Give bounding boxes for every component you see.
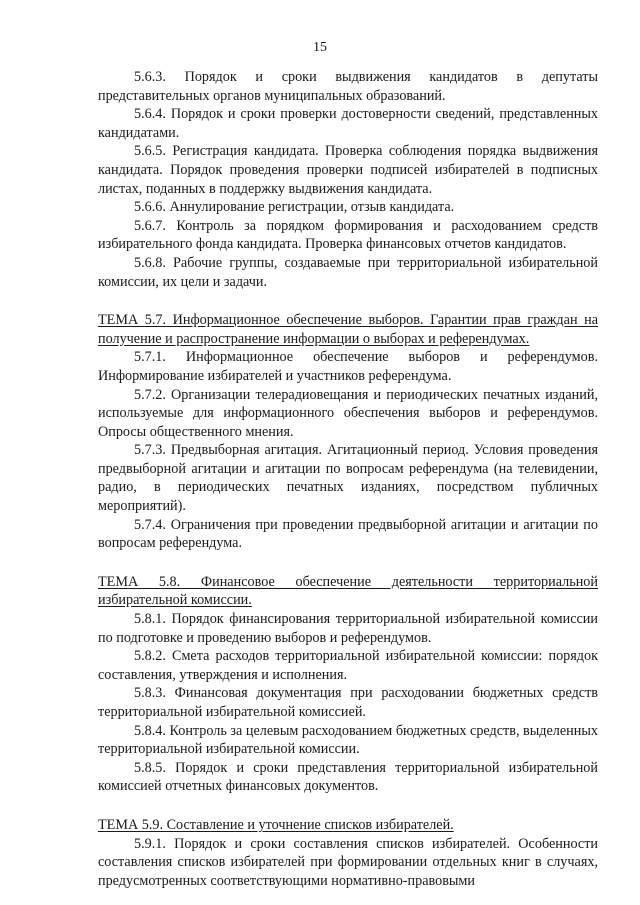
topic-5-9-heading: ТЕМА 5.9. Составление и уточнение списков избирателей.: [98, 816, 454, 833]
topic-5-7-heading: ТЕМА 5.7. Информационное обеспечение выборов. Гарантии прав граждан на получение и распространение информации о выборах и референдумах.: [98, 312, 598, 347]
item-5-8-3: 5.8.3. Финансовая документация при расходовании бюджетных средств территориальной избирательной комиссией.: [98, 685, 598, 720]
item-5-7-3: 5.7.3. Предвыборная агитация. Агитационный период. Условия проведения предвыборной агитации и агитации по вопросам референдума (на телевидении, радио, в периодических печатных изданиях, посредством публичных мероприятий).: [98, 442, 598, 515]
document-body: [98, 68, 598, 890]
page-number: 15: [313, 40, 327, 55]
item-5-6-4: 5.6.4. Порядок и сроки проверки достоверности сведений, представленных кандидатами.: [98, 106, 598, 141]
item-5-9-1: 5.9.1. Порядок и сроки составления списков избирателей. Особенности составления списков избирателей при формировании отдельных книг в случаях, предусмотренных соответствующими нормативно-правовыми: [98, 835, 598, 889]
item-5-7-4: 5.7.4. Ограничения при проведении предвыборной агитации и агитации по вопросам референдума.: [98, 516, 598, 552]
item-5-7-2: 5.7.2. Организации телерадиовещания и периодических печатных изданий, используемые для информационного обеспечения выборов и референдумов. Опросы общественного мнения.: [98, 386, 598, 440]
item-5-6-3: 5.6.3. Порядок и сроки выдвижения кандидатов в депутаты представительных органов муниципальных образований.: [98, 69, 598, 104]
item-5-8-1: 5.8.1. Порядок финансирования территориальной избирательной комиссии по подготовке и проведению выборов и референдумов.: [98, 611, 598, 646]
item-5-6-7: 5.6.7. Контроль за порядком формирования и расходованием средств избирательного фонда кандидата. Проверка финансовых отчетов кандидатов.: [98, 217, 598, 253]
item-5-6-8: 5.6.8. Рабочие группы, создаваемые при территориальной избирательной комиссии, их цели и задачи.: [98, 254, 598, 290]
item-5-8-2: 5.8.2. Смета расходов территориальной избирательной комиссии: порядок составления, утверждения и исполнения.: [98, 648, 598, 683]
item-5-6-5: 5.6.5. Регистрация кандидата. Проверка соблюдения порядка выдвижения кандидата. Порядок проведения проверки подписей избирателей в подписных листах, поданных в поддержку выдвижения кандидата.: [98, 143, 598, 197]
item-5-8-4: 5.8.4. Контроль за целевым расходованием бюджетных средств, выделенных территориальной избирательной комиссии.: [98, 722, 598, 758]
item-5-8-5: 5.8.5. Порядок и сроки представления территориальной избирательной комиссией отчетных финансовых документов.: [98, 759, 598, 795]
item-5-7-1: 5.7.1. Информационное обеспечение выборов и референдумов. Информирование избирателей и участников референдума.: [98, 349, 598, 384]
topic-5-8-heading: ТЕМА 5.8. Финансовое обеспечение деятельности территориальной избирательной комиссии.: [98, 573, 598, 609]
item-5-6-6: 5.6.6. Аннулирование регистрации, отзыв кандидата.: [134, 199, 455, 216]
